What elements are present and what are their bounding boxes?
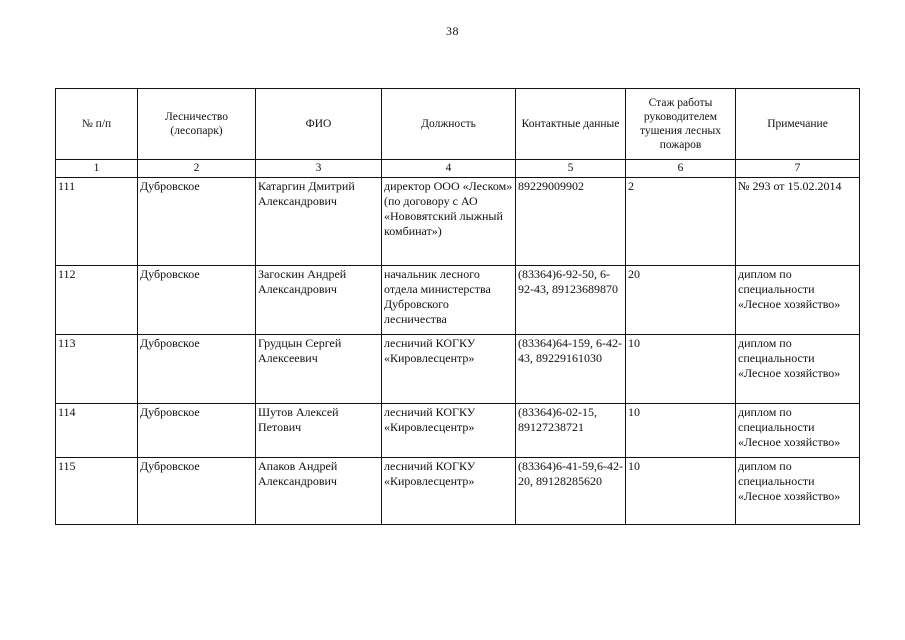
column-number: 1 — [56, 160, 138, 178]
table-row — [56, 178, 860, 266]
column-number: 2 — [138, 160, 256, 178]
page-number: 38 — [446, 24, 459, 38]
contacts-cell: (83364)6-41-59,6-42-20, 89128285620 — [516, 458, 626, 525]
header-row — [56, 89, 860, 160]
forestry-cell: Дубровское — [138, 335, 256, 404]
name-cell: Шутов Алексей Петович — [256, 404, 382, 458]
header-cell-experience: Стаж работы руководителем тушения лесных пожаров — [626, 89, 736, 160]
column-number: 5 — [516, 160, 626, 178]
column-number: 4 — [382, 160, 516, 178]
header-cell-forestry: Лесничество (лесопарк) — [138, 89, 256, 160]
forestry-cell: Дубровское — [138, 458, 256, 525]
forestry-cell: Дубровское — [138, 404, 256, 458]
header-cell-position: Должность — [382, 89, 516, 160]
row-number: 114 — [56, 404, 138, 458]
column-number-row — [56, 160, 860, 178]
name-cell: Загоскин Андрей Александрович — [256, 266, 382, 335]
column-number: 7 — [736, 160, 860, 178]
name-cell: Грудцын Сергей Алексеевич — [256, 335, 382, 404]
contacts-cell: (83364)64-159, 6-42-43, 89229161030 — [516, 335, 626, 404]
name-cell: Катаргин Дмитрий Александрович — [256, 178, 382, 266]
note-cell: диплом по специальности «Лесное хозяйство» — [736, 458, 860, 525]
note-cell: диплом по специальности «Лесное хозяйство» — [736, 266, 860, 335]
note-cell: диплом по специальности «Лесное хозяйство» — [736, 335, 860, 404]
header-cell-name: ФИО — [256, 89, 382, 160]
experience-cell: 20 — [626, 266, 736, 335]
experience-cell: 10 — [626, 335, 736, 404]
row-number: 115 — [56, 458, 138, 525]
position-cell: лесничий КОГКУ «Кировлесцентр» — [382, 458, 516, 525]
position-cell: лесничий КОГКУ «Кировлесцентр» — [382, 335, 516, 404]
column-number: 3 — [256, 160, 382, 178]
column-number: 6 — [626, 160, 736, 178]
table-row — [56, 335, 860, 404]
table-row — [56, 266, 860, 335]
contacts-cell: (83364)6-02-15, 89127238721 — [516, 404, 626, 458]
note-cell: № 293 от 15.02.2014 — [736, 178, 860, 266]
name-cell: Апаков Андрей Александрович — [256, 458, 382, 525]
experience-cell: 10 — [626, 404, 736, 458]
header-cell-note: Примечание — [736, 89, 860, 160]
forestry-cell: Дубровское — [138, 266, 256, 335]
contacts-cell: (83364)6-92-50, 6-92-43, 89123689870 — [516, 266, 626, 335]
note-cell: диплом по специальности «Лесное хозяйство» — [736, 404, 860, 458]
position-cell: директор ООО «Леском» (по договору с АО «Нововятский лыжный комбинат») — [382, 178, 516, 266]
row-number: 111 — [56, 178, 138, 266]
experience-cell: 2 — [626, 178, 736, 266]
position-cell: начальник лесного отдела министерства Дубровского лесничества — [382, 266, 516, 335]
position-cell: лесничий КОГКУ «Кировлесцентр» — [382, 404, 516, 458]
contacts-cell: 89229009902 — [516, 178, 626, 266]
table-row — [56, 458, 860, 525]
header-cell-num: № п/п — [56, 89, 138, 160]
row-number: 112 — [56, 266, 138, 335]
row-number: 113 — [56, 335, 138, 404]
experience-cell: 10 — [626, 458, 736, 525]
forestry-cell: Дубровское — [138, 178, 256, 266]
table-row — [56, 404, 860, 458]
header-cell-contacts: Контактные данные — [516, 89, 626, 160]
staff-table — [55, 88, 860, 525]
